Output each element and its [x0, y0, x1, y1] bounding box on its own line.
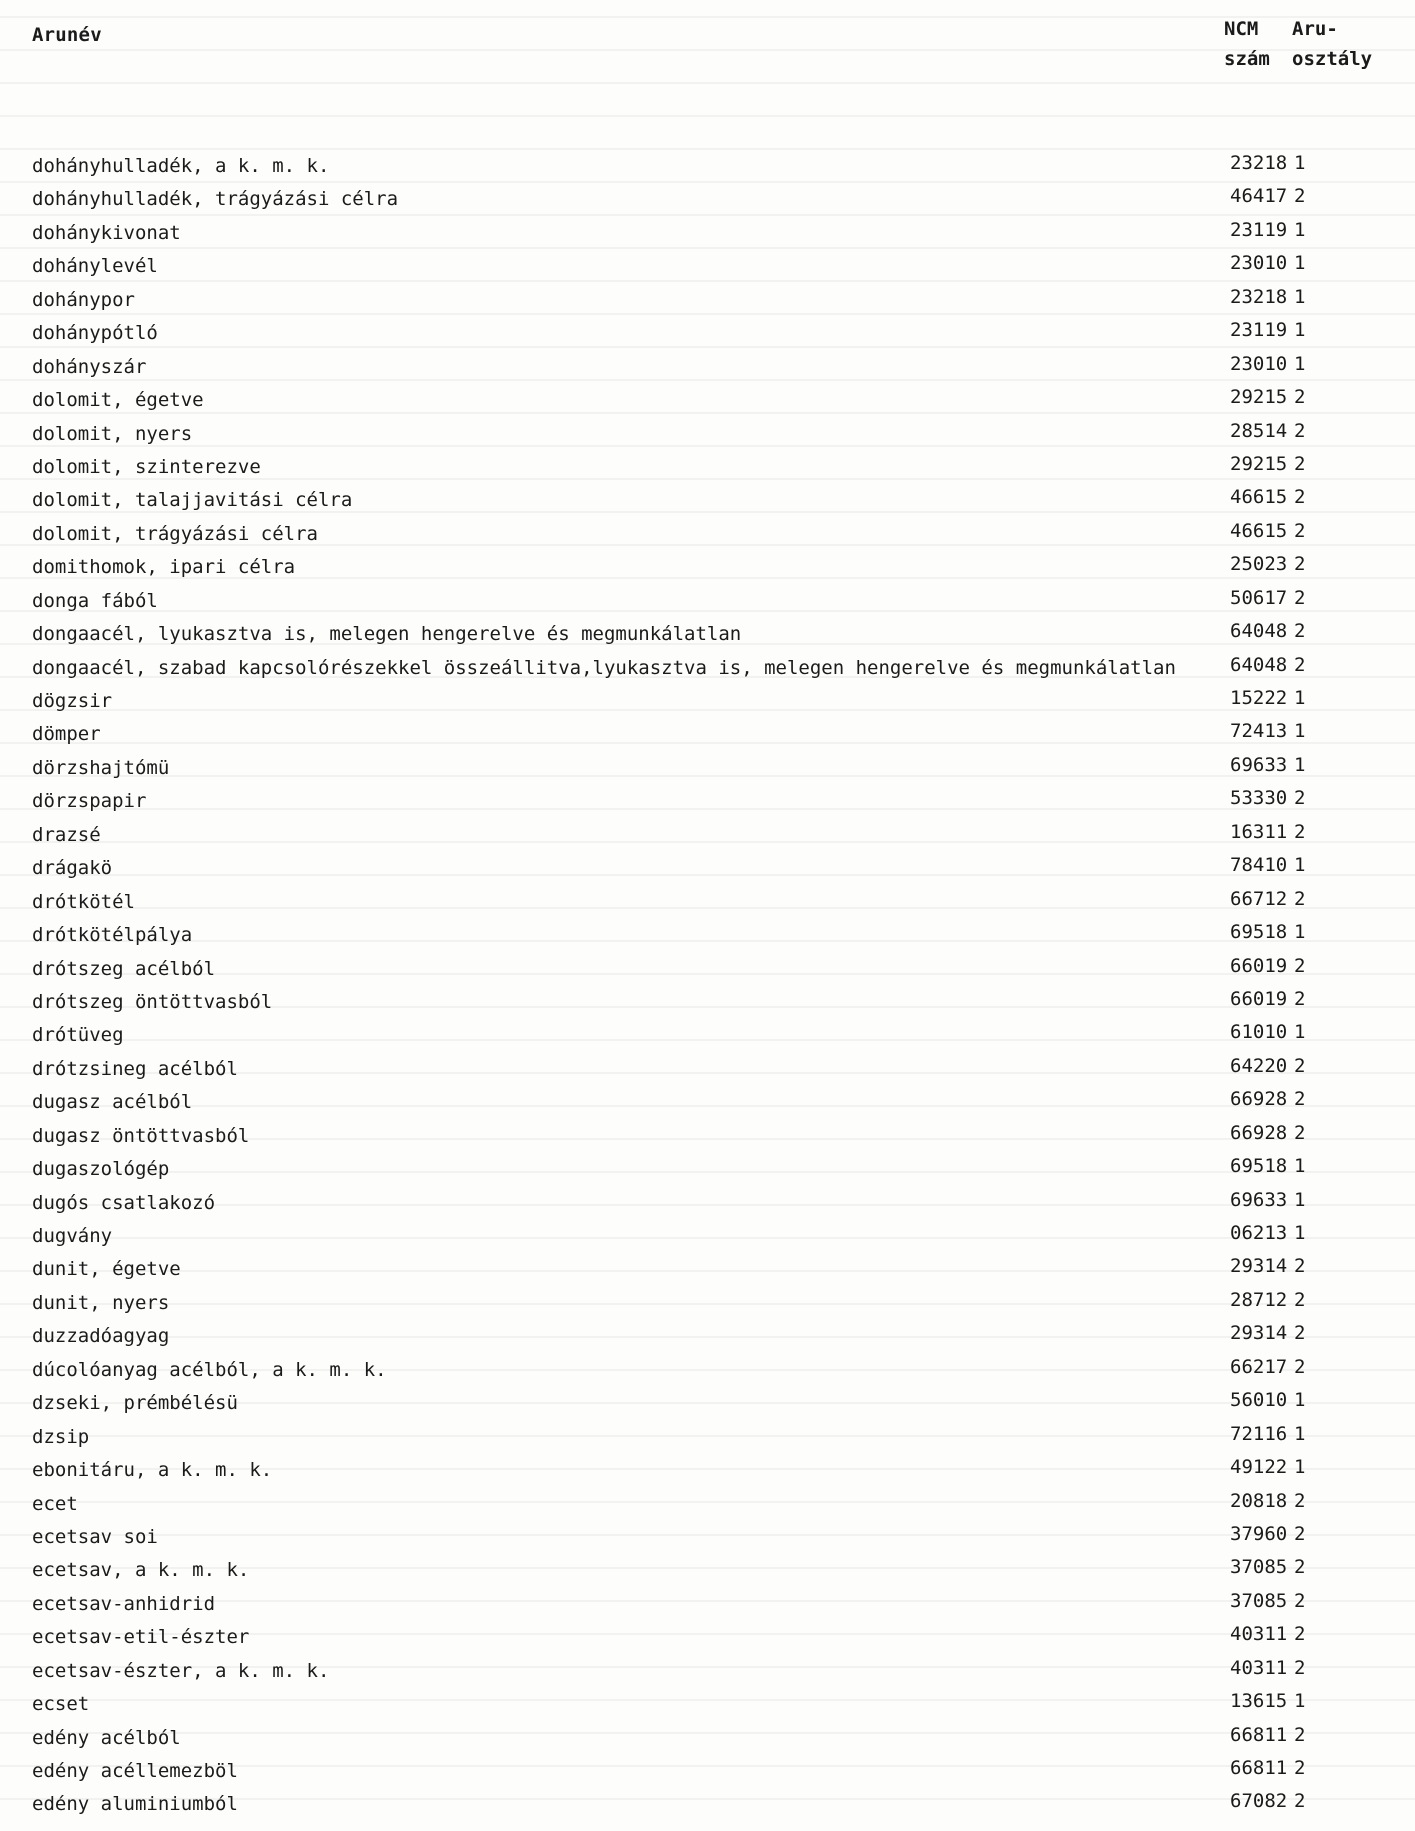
column-header-arunev: Arunév	[32, 24, 102, 46]
item-name: ecetsav-anhidrid	[32, 1592, 216, 1615]
ncm-code: 23218	[1230, 285, 1288, 308]
item-name: dömper	[32, 723, 101, 746]
ncm-code: 72413	[1230, 720, 1288, 743]
class-number: 2	[1294, 1522, 1306, 1545]
class-number: 1	[1294, 1222, 1306, 1244]
ncm-code: 66811	[1230, 1757, 1288, 1779]
list-item	[0, 1387, 1415, 1420]
item-name: dohánylevél	[32, 255, 158, 278]
item-name: dunit, nyers	[32, 1291, 170, 1314]
item-name: edény acélból	[32, 1726, 181, 1749]
list-item	[0, 384, 1415, 417]
ncm-code: 23010	[1230, 252, 1288, 275]
list-item	[0, 418, 1415, 451]
ncm-code: 66811	[1230, 1723, 1288, 1746]
class-number: 1	[1294, 720, 1306, 743]
list-item	[0, 685, 1415, 718]
ncm-code: 69633	[1230, 753, 1288, 776]
list-item	[0, 183, 1415, 216]
class-number: 2	[1294, 1656, 1306, 1679]
goods-list	[0, 150, 1415, 1822]
ncm-code: 61010	[1230, 1021, 1288, 1044]
class-number: 1	[1294, 1690, 1306, 1713]
list-item	[0, 351, 1415, 384]
list-item	[0, 1788, 1415, 1821]
class-number: 1	[1294, 352, 1306, 375]
item-name: ecetsav soi	[32, 1525, 158, 1548]
list-item	[0, 652, 1415, 685]
class-number: 2	[1294, 653, 1306, 676]
ncm-code: 64048	[1230, 620, 1288, 643]
class-number: 2	[1294, 987, 1306, 1010]
class-number: 2	[1294, 887, 1306, 910]
list-item	[0, 1153, 1415, 1186]
class-number: 1	[1294, 152, 1306, 174]
class-number: 1	[1294, 252, 1306, 275]
ncm-code: 37085	[1230, 1589, 1288, 1612]
class-number: 1	[1294, 285, 1306, 308]
ncm-code: 66928	[1230, 1088, 1288, 1111]
ncm-code: 28514	[1230, 419, 1288, 442]
ncm-code: 15222	[1230, 687, 1288, 709]
ncm-code: 29215	[1230, 386, 1288, 409]
ncm-code: 49122	[1230, 1456, 1288, 1479]
item-name: drótszeg acélból	[32, 957, 216, 980]
ncm-code: 40311	[1230, 1656, 1288, 1679]
ncm-code: 40311	[1230, 1623, 1288, 1646]
class-number: 2	[1294, 1054, 1306, 1077]
ncm-code: 69518	[1230, 921, 1288, 944]
item-name: dohánypor	[32, 288, 135, 311]
item-name: dúcolóanyag acélból, a k. m. k.	[32, 1358, 387, 1381]
item-name: dzseki, prémbélésü	[32, 1392, 238, 1415]
class-number: 2	[1294, 1355, 1306, 1378]
list-item	[0, 1454, 1415, 1487]
item-name: dohánykivonat	[32, 221, 181, 244]
ncm-code: 16311	[1230, 820, 1288, 843]
ncm-code: 28712	[1230, 1288, 1288, 1311]
class-number: 1	[1294, 319, 1306, 342]
list-item	[0, 852, 1415, 885]
ncm-code: 20818	[1230, 1489, 1288, 1512]
class-number: 1	[1294, 1422, 1306, 1445]
list-item	[0, 718, 1415, 751]
list-item	[0, 886, 1415, 919]
ncm-code: 37960	[1230, 1522, 1288, 1545]
item-name: ecset	[32, 1693, 90, 1716]
ncm-code: 50617	[1230, 586, 1288, 609]
item-name: drótszeg öntöttvasból	[32, 990, 273, 1013]
item-name: drazsé	[32, 823, 101, 846]
class-number: 2	[1294, 1121, 1306, 1144]
item-name: ecetsav-etil-észter	[32, 1626, 250, 1649]
list-item	[0, 451, 1415, 484]
item-name: ecet	[32, 1492, 78, 1515]
ncm-code: 66019	[1230, 987, 1288, 1010]
list-item	[0, 585, 1415, 618]
ncm-code: 46615	[1230, 486, 1288, 509]
column-header-ncm: NCM szám	[1224, 18, 1270, 70]
item-name: edény aluminiumból	[32, 1793, 238, 1816]
ncm-code: 29314	[1230, 1322, 1288, 1345]
class-number: 2	[1294, 586, 1306, 609]
class-number: 2	[1294, 1322, 1306, 1345]
ncm-code: 23010	[1230, 352, 1288, 375]
item-name: dohányhulladék, a k. m. k.	[32, 155, 330, 177]
class-number: 1	[1294, 921, 1306, 944]
item-name: dörzshajtómü	[32, 756, 170, 779]
class-number: 2	[1294, 1623, 1306, 1646]
list-item	[0, 484, 1415, 517]
ncm-code: 23119	[1230, 218, 1288, 241]
list-item	[0, 618, 1415, 651]
list-item	[0, 819, 1415, 852]
class-number: 2	[1294, 1088, 1306, 1111]
class-number: 2	[1294, 1589, 1306, 1612]
class-number: 2	[1294, 486, 1306, 509]
list-item	[0, 250, 1415, 283]
list-item	[0, 1187, 1415, 1220]
list-item	[0, 1287, 1415, 1320]
ncm-code: 29314	[1230, 1255, 1288, 1278]
item-name: dolomit, trágyázási célra	[32, 522, 318, 545]
class-number: 2	[1294, 954, 1306, 977]
class-number: 2	[1294, 386, 1306, 409]
item-name: edény acéllemezböl	[32, 1760, 238, 1782]
item-name: dolomit, szinterezve	[32, 455, 261, 478]
list-item	[0, 752, 1415, 785]
list-item	[0, 518, 1415, 551]
list-item	[0, 1722, 1415, 1755]
ncm-code: 46615	[1230, 519, 1288, 542]
ncm-code: 78410	[1230, 854, 1288, 877]
ncm-code: 53330	[1230, 787, 1288, 810]
list-item	[0, 1521, 1415, 1554]
list-item	[0, 986, 1415, 1019]
ncm-code: 56010	[1230, 1389, 1288, 1412]
item-name: dugaszológép	[32, 1158, 170, 1181]
ncm-code: 23119	[1230, 319, 1288, 342]
list-item	[0, 551, 1415, 584]
item-name: dörzspapir	[32, 790, 147, 813]
item-name: drótüveg	[32, 1024, 124, 1047]
column-header-aruosztaly: Aru- osztály	[1292, 18, 1373, 70]
class-number: 1	[1294, 1021, 1306, 1044]
item-name: dohányszár	[32, 355, 147, 378]
item-name: dögzsir	[32, 690, 113, 712]
ncm-code: 69518	[1230, 1155, 1288, 1178]
class-number: 2	[1294, 519, 1306, 542]
item-name: dugasz öntöttvasból	[32, 1124, 250, 1147]
list-item	[0, 1220, 1415, 1253]
class-number: 2	[1294, 1288, 1306, 1311]
list-item	[0, 150, 1415, 183]
ncm-code: 64048	[1230, 653, 1288, 676]
class-number: 2	[1294, 1790, 1306, 1813]
ncm-code: 13615	[1230, 1690, 1288, 1713]
list-item	[0, 1120, 1415, 1153]
item-name: dongaacél, szabad kapcsolórészekkel összeállitva,lyukasztva is, melegen hengerelve és megmunkálatlan	[32, 656, 1176, 679]
item-name: dunit, égetve	[32, 1258, 181, 1281]
class-number: 2	[1294, 1255, 1306, 1278]
list-item	[0, 284, 1415, 317]
list-item	[0, 1688, 1415, 1721]
class-number: 1	[1294, 687, 1306, 709]
ncm-code: 37085	[1230, 1556, 1288, 1579]
list-item	[0, 785, 1415, 818]
ncm-code: 72116	[1230, 1422, 1288, 1445]
list-item	[0, 919, 1415, 952]
class-number: 2	[1294, 1757, 1306, 1779]
item-name: donga fából	[32, 589, 158, 612]
list-item	[0, 1554, 1415, 1587]
item-name: dohánypótló	[32, 322, 158, 345]
class-number: 2	[1294, 787, 1306, 810]
item-name: dugós csatlakozó	[32, 1191, 216, 1214]
class-number: 2	[1294, 820, 1306, 843]
ncm-code: 66712	[1230, 887, 1288, 910]
item-name: dugvány	[32, 1225, 113, 1247]
ncm-code: 06213	[1230, 1222, 1288, 1244]
class-number: 2	[1294, 419, 1306, 442]
ncm-code: 66928	[1230, 1121, 1288, 1144]
list-item	[0, 217, 1415, 250]
class-number: 2	[1294, 553, 1306, 576]
list-item	[0, 1755, 1415, 1788]
class-number: 1	[1294, 854, 1306, 877]
ncm-code: 46417	[1230, 185, 1288, 208]
class-number: 2	[1294, 1556, 1306, 1579]
item-name: dolomit, égetve	[32, 389, 204, 412]
ncm-code: 67082	[1230, 1790, 1288, 1813]
item-name: ebonitáru, a k. m. k.	[32, 1459, 273, 1482]
ncm-code: 66217	[1230, 1355, 1288, 1378]
ncm-code: 29215	[1230, 452, 1288, 475]
item-name: drágakö	[32, 857, 113, 880]
ncm-code: 23218	[1230, 152, 1288, 174]
list-item	[0, 1621, 1415, 1654]
item-name: ecetsav-észter, a k. m. k.	[32, 1659, 330, 1682]
class-number: 1	[1294, 753, 1306, 776]
item-name: drótzsineg acélból	[32, 1057, 238, 1080]
class-number: 1	[1294, 1456, 1306, 1479]
list-item	[0, 1053, 1415, 1086]
class-number: 2	[1294, 452, 1306, 475]
list-item	[0, 953, 1415, 986]
item-name: dolomit, nyers	[32, 422, 193, 445]
ncm-code: 66019	[1230, 954, 1288, 977]
class-number: 2	[1294, 185, 1306, 208]
list-item	[0, 1488, 1415, 1521]
list-item	[0, 1655, 1415, 1688]
class-number: 1	[1294, 1188, 1306, 1211]
ncm-code: 69633	[1230, 1188, 1288, 1211]
item-name: dohányhulladék, trágyázási célra	[32, 188, 399, 211]
item-name: domithomok, ipari célra	[32, 556, 296, 579]
class-number: 2	[1294, 1723, 1306, 1746]
item-name: drótkötél	[32, 890, 135, 913]
list-item	[0, 1588, 1415, 1621]
ncm-code: 25023	[1230, 553, 1288, 576]
item-name: dugasz acélból	[32, 1091, 193, 1114]
class-number: 1	[1294, 1155, 1306, 1178]
class-number: 2	[1294, 1489, 1306, 1512]
item-name: ecetsav, a k. m. k.	[32, 1559, 250, 1582]
class-number: 1	[1294, 1389, 1306, 1412]
item-name: dongaacél, lyukasztva is, melegen hengerelve és megmunkálatlan	[32, 623, 742, 646]
ncm-code: 64220	[1230, 1054, 1288, 1077]
item-name: dolomit, talajjavitási célra	[32, 489, 353, 512]
class-number: 2	[1294, 620, 1306, 643]
item-name: dzsip	[32, 1425, 90, 1448]
list-item	[0, 1253, 1415, 1286]
list-item	[0, 1320, 1415, 1353]
item-name: duzzadóagyag	[32, 1325, 170, 1348]
item-name: drótkötélpálya	[32, 924, 193, 947]
list-item	[0, 317, 1415, 350]
list-item	[0, 1421, 1415, 1454]
list-item	[0, 1019, 1415, 1052]
list-item	[0, 1354, 1415, 1387]
list-item	[0, 1086, 1415, 1119]
class-number: 1	[1294, 218, 1306, 241]
